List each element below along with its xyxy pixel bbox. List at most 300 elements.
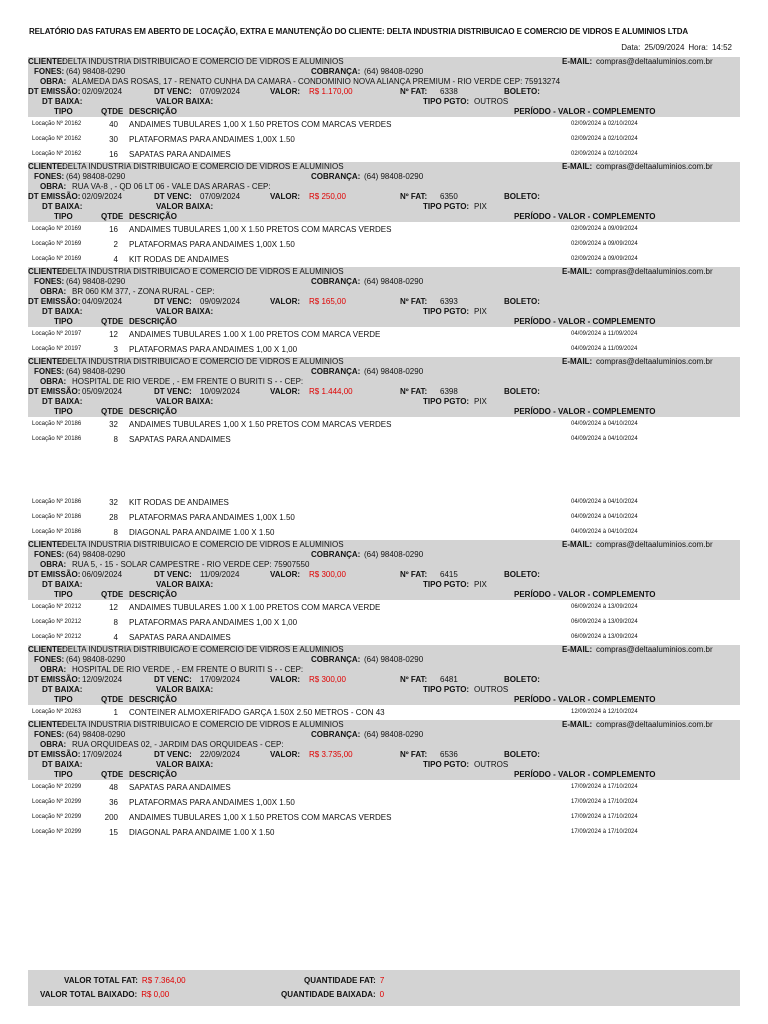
baixa-row — [28, 685, 740, 695]
invoice-item-row — [28, 432, 740, 447]
item-quantity: 30 — [109, 135, 118, 144]
item-period: 17/09/2024 à 17/10/2024 — [571, 814, 638, 820]
dt-emissao-value: 04/09/2024 — [82, 297, 123, 306]
report-time: 14:52 — [711, 43, 732, 52]
baixa-row — [28, 580, 740, 590]
tipo-pgto-label: TIPO PGTO: — [423, 685, 470, 694]
tipo-pgto-label: TIPO PGTO: — [423, 760, 470, 769]
emissao-row — [28, 297, 740, 307]
qtde-header: QTDE — [101, 770, 124, 779]
invoice-item-row — [28, 252, 740, 267]
valor-value: R$ 3.735,00 — [309, 750, 353, 759]
dt-emissao-label: DT EMISSÃO: — [28, 192, 81, 201]
item-period: 02/09/2024 à 02/10/2024 — [571, 136, 638, 142]
locacao-number: Locação Nº 20186 — [32, 436, 82, 442]
dt-venc-label: DT VENC: — [154, 297, 192, 306]
nfat-label: Nº FAT: — [400, 570, 428, 579]
cobranca-label: COBRANÇA: — [311, 655, 361, 664]
email-label: E-MAIL: — [562, 267, 593, 276]
valor-baixa-label: VALOR BAIXA: — [156, 202, 214, 211]
item-description: ANDAIMES TUBULARES 1,00 X 1.50 PRETOS COM MARCAS VERDES — [129, 120, 392, 129]
items-column-headers — [28, 770, 740, 780]
nfat-value: 6398 — [440, 387, 458, 396]
valor-baixa-label: VALOR BAIXA: — [156, 760, 214, 769]
item-period: 04/09/2024 à 04/10/2024 — [571, 421, 638, 427]
item-quantity: 4 — [113, 633, 118, 642]
item-period: 04/09/2024 à 04/10/2024 — [571, 514, 638, 520]
fones-value: (64) 98408-0290 — [66, 730, 126, 739]
dt-emissao-value: 17/09/2024 — [82, 750, 123, 759]
item-description: CONTEINER ALMOXERIFADO GARÇA 1.50X 2.50 METROS - CON 43 — [129, 708, 385, 717]
boleto-label: BOLETO: — [504, 87, 540, 96]
tipo-header: TIPO — [54, 695, 73, 704]
cobranca-label: COBRANÇA: — [311, 730, 361, 739]
tipo-header: TIPO — [54, 407, 73, 416]
invoice-item-row — [28, 495, 740, 510]
email-value: compras@deltaaluminios.com.br — [596, 357, 713, 366]
report-datetime — [617, 43, 732, 52]
cliente-label: CLIENTE: — [28, 645, 65, 654]
dt-baixa-label: DT BAIXA: — [42, 97, 83, 106]
email-label: E-MAIL: — [562, 57, 593, 66]
cobranca-label: COBRANÇA: — [311, 550, 361, 559]
item-quantity: 8 — [113, 528, 118, 537]
tipo-pgto-label: TIPO PGTO: — [423, 202, 470, 211]
valor-value: R$ 300,00 — [309, 570, 346, 579]
obra-value: RUA 5, - 15 - SOLAR CAMPESTRE - RIO VERDE CEP: 75907550 — [72, 560, 310, 569]
item-description: SAPATAS PARA ANDAIMES — [129, 150, 231, 159]
locacao-number: Locação Nº 20212 — [32, 604, 82, 610]
cliente-label: CLIENTE: — [28, 720, 65, 729]
invoice-item-row — [28, 417, 740, 432]
items-column-headers — [28, 590, 740, 600]
item-period: 04/09/2024 à 04/10/2024 — [571, 529, 638, 535]
invoice-item-row — [28, 525, 740, 540]
tipo-pgto-value: OUTROS — [474, 685, 509, 694]
items-column-headers — [28, 407, 740, 417]
invoice-item-row — [28, 132, 740, 147]
valor-total-baixado-value: R$ 0,00 — [141, 990, 170, 999]
item-description: DIAGONAL PARA ANDAIME 1.00 X 1.50 — [129, 528, 275, 537]
item-period: 04/09/2024 à 11/09/2024 — [571, 331, 638, 337]
periodo-header: PERÍODO - VALOR - COMPLEMENTO — [514, 212, 656, 221]
dt-emissao-value: 02/09/2024 — [82, 192, 123, 201]
baixa-row — [28, 202, 740, 212]
fones-label: FONES: — [34, 655, 65, 664]
cliente-row — [28, 645, 740, 655]
invoice-block — [28, 162, 740, 267]
cliente-name: DELTA INDUSTRIA DISTRIBUICAO E COMERCIO DE VIDROS E ALUMINIOS — [62, 540, 344, 549]
obra-value: HOSPITAL DE RIO VERDE , - EM FRENTE O BURITI S - - CEP: — [72, 377, 304, 386]
locacao-number: Locação Nº 20186 — [32, 514, 82, 520]
emissao-row — [28, 192, 740, 202]
valor-label: VALOR: — [270, 750, 301, 759]
email-value: compras@deltaaluminios.com.br — [596, 540, 713, 549]
obra-label: OBRA: — [40, 560, 67, 569]
obra-label: OBRA: — [40, 77, 67, 86]
tipo-pgto-label: TIPO PGTO: — [423, 580, 470, 589]
valor-baixa-label: VALOR BAIXA: — [156, 397, 214, 406]
email-value: compras@deltaaluminios.com.br — [596, 267, 713, 276]
cliente-row — [28, 540, 740, 550]
obra-row — [28, 77, 740, 87]
descricao-header: DESCRIÇÃO — [129, 107, 178, 116]
dt-emissao-value: 05/09/2024 — [82, 387, 123, 396]
invoice-header — [28, 357, 740, 417]
tipo-header: TIPO — [54, 107, 73, 116]
report-date: 25/09/2024 — [644, 43, 685, 52]
invoice-item-row — [28, 630, 740, 645]
items-column-headers — [28, 695, 740, 705]
dt-venc-label: DT VENC: — [154, 387, 192, 396]
valor-value: R$ 300,00 — [309, 675, 346, 684]
periodo-header: PERÍODO - VALOR - COMPLEMENTO — [514, 317, 656, 326]
tipo-pgto-value: PIX — [474, 202, 487, 211]
qtde-header: QTDE — [101, 695, 124, 704]
qtde-header: QTDE — [101, 407, 124, 416]
invoice-item-row — [28, 222, 740, 237]
invoice-item-row — [28, 147, 740, 162]
emissao-row — [28, 750, 740, 760]
boleto-label: BOLETO: — [504, 750, 540, 759]
fones-row — [28, 277, 740, 287]
fones-row — [28, 67, 740, 77]
item-period: 17/09/2024 à 17/10/2024 — [571, 784, 638, 790]
tipo-header: TIPO — [54, 212, 73, 221]
boleto-label: BOLETO: — [504, 570, 540, 579]
dt-venc-value: 09/09/2024 — [200, 297, 241, 306]
email-value: compras@deltaaluminios.com.br — [596, 162, 713, 171]
dt-baixa-label: DT BAIXA: — [42, 580, 83, 589]
fones-label: FONES: — [34, 277, 65, 286]
valor-label: VALOR: — [270, 297, 301, 306]
item-quantity: 36 — [109, 798, 118, 807]
locacao-number: Locação Nº 20197 — [32, 346, 82, 352]
nfat-label: Nº FAT: — [400, 192, 428, 201]
email-label: E-MAIL: — [562, 357, 593, 366]
valor-total-fat-value: R$ 7.364,00 — [141, 976, 186, 985]
dt-baixa-label: DT BAIXA: — [42, 760, 83, 769]
item-quantity: 4 — [113, 255, 118, 264]
locacao-number: Locação Nº 20263 — [32, 709, 82, 715]
descricao-header: DESCRIÇÃO — [129, 212, 178, 221]
nfat-label: Nº FAT: — [400, 750, 428, 759]
emissao-row — [28, 87, 740, 97]
valor-value: R$ 1.444,00 — [309, 387, 353, 396]
item-quantity: 40 — [109, 120, 118, 129]
tipo-pgto-value: PIX — [474, 397, 487, 406]
tipo-pgto-value: PIX — [474, 580, 487, 589]
valor-total-fat: VALOR TOTAL FAT: R$ 7.364,00 — [64, 976, 186, 985]
nfat-value: 6393 — [440, 297, 458, 306]
dt-venc-label: DT VENC: — [154, 192, 192, 201]
fones-value: (64) 98408-0290 — [66, 277, 126, 286]
emissao-row — [28, 675, 740, 685]
item-period: 17/09/2024 à 17/10/2024 — [571, 799, 638, 805]
item-description: SAPATAS PARA ANDAIMES — [129, 633, 231, 642]
fones-value: (64) 98408-0290 — [66, 550, 126, 559]
items-column-headers — [28, 107, 740, 117]
dt-emissao-label: DT EMISSÃO: — [28, 387, 81, 396]
obra-row — [28, 377, 740, 387]
cobranca-label: COBRANÇA: — [311, 172, 361, 181]
dt-venc-label: DT VENC: — [154, 570, 192, 579]
time-label: Hora: — [688, 43, 708, 52]
item-period: 02/09/2024 à 02/10/2024 — [571, 121, 638, 127]
dt-emissao-value: 06/09/2024 — [82, 570, 123, 579]
item-period: 02/09/2024 à 02/10/2024 — [571, 151, 638, 157]
qtde-header: QTDE — [101, 107, 124, 116]
item-quantity: 200 — [104, 813, 118, 822]
cobranca-value: (64) 98408-0290 — [364, 172, 424, 181]
invoice-item-row — [28, 327, 740, 342]
valor-baixa-label: VALOR BAIXA: — [156, 685, 214, 694]
obra-row — [28, 560, 740, 570]
totals-footer — [28, 970, 740, 1006]
item-description: DIAGONAL PARA ANDAIME 1.00 X 1.50 — [129, 828, 275, 837]
item-description: SAPATAS PARA ANDAIMES — [129, 783, 231, 792]
tipo-header: TIPO — [54, 590, 73, 599]
fones-value: (64) 98408-0290 — [66, 655, 126, 664]
obra-value: ALAMEDA DAS ROSAS, 17 - RENATO CUNHA DA CAMARA - CONDOMINIO NOVA ALIANÇA PREMIUM - RIO VERDE CEP: 75913274 — [72, 77, 561, 86]
baixa-row — [28, 307, 740, 317]
locacao-number: Locação Nº 20186 — [32, 421, 82, 427]
dt-venc-label: DT VENC: — [154, 87, 192, 96]
obra-label: OBRA: — [40, 377, 67, 386]
baixa-row — [28, 760, 740, 770]
obra-label: OBRA: — [40, 182, 67, 191]
invoice-block — [28, 357, 740, 540]
invoice-header — [28, 162, 740, 222]
item-description: ANDAIMES TUBULARES 1,00 X 1.50 PRETOS COM MARCAS VERDES — [129, 813, 392, 822]
invoice-item-row — [28, 510, 740, 525]
invoice-item-row — [28, 342, 740, 357]
item-description: KIT RODAS DE ANDAIMES — [129, 255, 229, 264]
item-quantity: 32 — [109, 420, 118, 429]
locacao-number: Locação Nº 20299 — [32, 799, 82, 805]
fones-row — [28, 655, 740, 665]
fones-row — [28, 172, 740, 182]
item-quantity: 2 — [113, 240, 118, 249]
valor-label: VALOR: — [270, 570, 301, 579]
dt-emissao-label: DT EMISSÃO: — [28, 297, 81, 306]
fones-row — [28, 367, 740, 377]
nfat-label: Nº FAT: — [400, 87, 428, 96]
dt-emissao-label: DT EMISSÃO: — [28, 675, 81, 684]
fones-label: FONES: — [34, 172, 65, 181]
nfat-value: 6481 — [440, 675, 458, 684]
item-description: KIT RODAS DE ANDAIMES — [129, 498, 229, 507]
locacao-number: Locação Nº 20186 — [32, 499, 82, 505]
valor-value: R$ 165,00 — [309, 297, 346, 306]
qtde-header: QTDE — [101, 212, 124, 221]
boleto-label: BOLETO: — [504, 297, 540, 306]
cobranca-value: (64) 98408-0290 — [364, 655, 424, 664]
dt-baixa-label: DT BAIXA: — [42, 307, 83, 316]
dt-emissao-value: 12/09/2024 — [82, 675, 123, 684]
cobranca-value: (64) 98408-0290 — [364, 367, 424, 376]
invoice-block — [28, 540, 740, 645]
invoice-header — [28, 720, 740, 780]
item-description: PLATAFORMAS PARA ANDAIMES 1,00X 1.50 — [129, 135, 295, 144]
cliente-name: DELTA INDUSTRIA DISTRIBUICAO E COMERCIO DE VIDROS E ALUMINIOS — [62, 267, 344, 276]
dt-venc-value: 22/09/2024 — [200, 750, 241, 759]
invoice-list — [28, 57, 740, 840]
cliente-row — [28, 57, 740, 67]
item-quantity: 8 — [113, 618, 118, 627]
item-description: PLATAFORMAS PARA ANDAIMES 1,00X 1.50 — [129, 798, 295, 807]
valor-total-baixado: VALOR TOTAL BAIXADO: R$ 0,00 — [40, 990, 170, 999]
periodo-header: PERÍODO - VALOR - COMPLEMENTO — [514, 770, 656, 779]
invoice-item-row — [28, 600, 740, 615]
email-value: compras@deltaaluminios.com.br — [596, 57, 713, 66]
obra-row — [28, 287, 740, 297]
email-value: compras@deltaaluminios.com.br — [596, 720, 713, 729]
quantidade-fat-value: 7 — [379, 976, 385, 985]
item-description: ANDAIMES TUBULARES 1,00 X 1.50 PRETOS COM MARCAS VERDES — [129, 420, 392, 429]
fones-row — [28, 730, 740, 740]
item-period: 12/09/2024 à 12/10/2024 — [571, 709, 638, 715]
item-period: 04/09/2024 à 11/09/2024 — [571, 346, 638, 352]
invoice-item-row — [28, 237, 740, 252]
locacao-number: Locação Nº 20169 — [32, 226, 82, 232]
dt-venc-value: 07/09/2024 — [200, 192, 241, 201]
invoice-header — [28, 645, 740, 705]
dt-baixa-label: DT BAIXA: — [42, 397, 83, 406]
obra-value: HOSPITAL DE RIO VERDE , - EM FRENTE O BURITI S - - CEP: — [72, 665, 304, 674]
email-label: E-MAIL: — [562, 540, 593, 549]
email-value: compras@deltaaluminios.com.br — [596, 645, 713, 654]
emissao-row — [28, 570, 740, 580]
item-quantity: 28 — [109, 513, 118, 522]
locacao-number: Locação Nº 20212 — [32, 634, 82, 640]
boleto-label: BOLETO: — [504, 675, 540, 684]
report-title: RELATÓRIO DAS FATURAS EM ABERTO DE LOCAÇÃO, EXTRA E MANUTENÇÃO DO CLIENTE: DELTA INDUSTRIA DISTRIBUICAO E COMERCIO DE VIDROS E ALUMINIOS LTDA — [29, 27, 689, 36]
qtde-header: QTDE — [101, 590, 124, 599]
valor-value: R$ 1.170,00 — [309, 87, 353, 96]
obra-label: OBRA: — [40, 287, 67, 296]
invoice-block — [28, 645, 740, 720]
dt-venc-value: 07/09/2024 — [200, 87, 241, 96]
boleto-label: BOLETO: — [504, 192, 540, 201]
locacao-number: Locação Nº 20299 — [32, 814, 82, 820]
dt-emissao-label: DT EMISSÃO: — [28, 570, 81, 579]
obra-row — [28, 740, 740, 750]
valor-label: VALOR: — [270, 387, 301, 396]
valor-baixa-label: VALOR BAIXA: — [156, 97, 214, 106]
valor-value: R$ 250,00 — [309, 192, 346, 201]
fones-label: FONES: — [34, 550, 65, 559]
invoice-header — [28, 540, 740, 600]
dt-venc-label: DT VENC: — [154, 675, 192, 684]
cliente-label: CLIENTE: — [28, 267, 65, 276]
periodo-header: PERÍODO - VALOR - COMPLEMENTO — [514, 107, 656, 116]
invoice-item-row — [28, 825, 740, 840]
locacao-number: Locação Nº 20162 — [32, 151, 82, 157]
item-quantity: 16 — [109, 225, 118, 234]
nfat-label: Nº FAT: — [400, 675, 428, 684]
cliente-name: DELTA INDUSTRIA DISTRIBUICAO E COMERCIO DE VIDROS E ALUMINIOS — [62, 162, 344, 171]
locacao-number: Locação Nº 20162 — [32, 136, 82, 142]
item-period: 04/09/2024 à 04/10/2024 — [571, 499, 638, 505]
item-quantity: 15 — [109, 828, 118, 837]
descricao-header: DESCRIÇÃO — [129, 695, 178, 704]
nfat-value: 6415 — [440, 570, 458, 579]
cliente-name: DELTA INDUSTRIA DISTRIBUICAO E COMERCIO DE VIDROS E ALUMINIOS — [62, 645, 344, 654]
invoice-item-row — [28, 780, 740, 795]
item-period: 02/09/2024 à 09/09/2024 — [571, 226, 638, 232]
item-quantity: 32 — [109, 498, 118, 507]
email-label: E-MAIL: — [562, 720, 593, 729]
baixa-row — [28, 397, 740, 407]
invoice-item-row — [28, 705, 740, 720]
locacao-number: Locação Nº 20197 — [32, 331, 82, 337]
item-description: ANDAIMES TUBULARES 1,00 X 1.50 PRETOS COM MARCAS VERDES — [129, 225, 392, 234]
item-quantity: 1 — [113, 708, 118, 717]
tipo-pgto-label: TIPO PGTO: — [423, 97, 470, 106]
locacao-number: Locação Nº 20169 — [32, 256, 82, 262]
descricao-header: DESCRIÇÃO — [129, 770, 178, 779]
cliente-row — [28, 720, 740, 730]
fones-label: FONES: — [34, 67, 65, 76]
invoice-item-row — [28, 615, 740, 630]
obra-row — [28, 665, 740, 675]
item-period: 06/09/2024 à 13/09/2024 — [571, 604, 638, 610]
nfat-value: 6536 — [440, 750, 458, 759]
tipo-pgto-value: PIX — [474, 307, 487, 316]
item-description: PLATAFORMAS PARA ANDAIMES 1,00 X 1,00 — [129, 345, 298, 354]
valor-label: VALOR: — [270, 87, 301, 96]
item-description: PLATAFORMAS PARA ANDAIMES 1,00X 1.50 — [129, 513, 295, 522]
obra-label: OBRA: — [40, 665, 67, 674]
obra-value: RUA ORQUIDEAS 02, - JARDIM DAS ORQUIDEAS - CEP: — [72, 740, 284, 749]
locacao-number: Locação Nº 20162 — [32, 121, 82, 127]
item-period: 06/09/2024 à 13/09/2024 — [571, 619, 638, 625]
item-description: PLATAFORMAS PARA ANDAIMES 1,00X 1.50 — [129, 240, 295, 249]
item-period: 04/09/2024 à 04/10/2024 — [571, 436, 638, 442]
locacao-number: Locação Nº 20169 — [32, 241, 82, 247]
invoice-item-row — [28, 117, 740, 132]
item-description: SAPATAS PARA ANDAIMES — [129, 435, 231, 444]
cliente-name: DELTA INDUSTRIA DISTRIBUICAO E COMERCIO DE VIDROS E ALUMINIOS — [62, 720, 344, 729]
tipo-header: TIPO — [54, 317, 73, 326]
nfat-label: Nº FAT: — [400, 387, 428, 396]
dt-baixa-label: DT BAIXA: — [42, 685, 83, 694]
dt-venc-label: DT VENC: — [154, 750, 192, 759]
dt-emissao-label: DT EMISSÃO: — [28, 87, 81, 96]
items-column-headers — [28, 212, 740, 222]
email-label: E-MAIL: — [562, 162, 593, 171]
item-period: 02/09/2024 à 09/09/2024 — [571, 256, 638, 262]
tipo-pgto-label: TIPO PGTO: — [423, 307, 470, 316]
invoice-block — [28, 720, 740, 840]
cobranca-value: (64) 98408-0290 — [364, 730, 424, 739]
item-quantity: 8 — [113, 435, 118, 444]
invoice-header — [28, 57, 740, 117]
locacao-number: Locação Nº 20212 — [32, 619, 82, 625]
quantidade-baixada-value: 0 — [379, 990, 385, 999]
nfat-label: Nº FAT: — [400, 297, 428, 306]
item-description: ANDAIMES TUBULARES 1.00 X 1.00 PRETOS COM MARCA VERDE — [129, 330, 381, 339]
emissao-row — [28, 387, 740, 397]
cobranca-value: (64) 98408-0290 — [364, 277, 424, 286]
valor-baixa-label: VALOR BAIXA: — [156, 307, 214, 316]
tipo-pgto-label: TIPO PGTO: — [423, 397, 470, 406]
dt-emissao-label: DT EMISSÃO: — [28, 750, 81, 759]
nfat-value: 6350 — [440, 192, 458, 201]
fones-value: (64) 98408-0290 — [66, 367, 126, 376]
invoice-item-row — [28, 795, 740, 810]
